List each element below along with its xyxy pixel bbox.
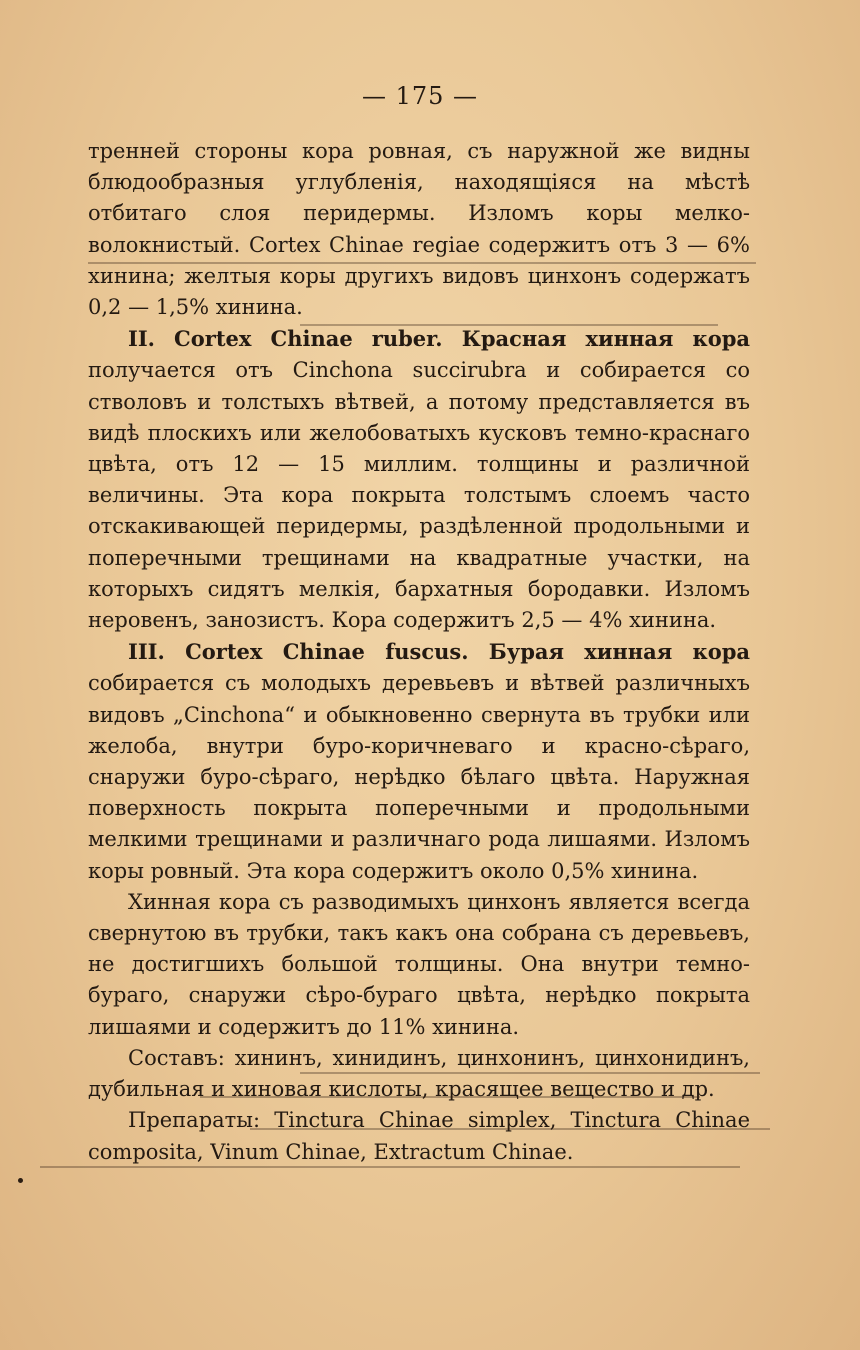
section-heading: II. Cortex Chinae ruber. Красная хинная кора — [128, 326, 750, 352]
pencil-underline — [250, 1128, 770, 1130]
paragraph — [88, 323, 750, 636]
text-run: тренней стороны кора ровная, съ наружной же видны блюдообразныя углубленія, находящіяся на мѣстѣ отбитаго слоя перидермы. Изломъ коры мелко-волокнистый. Cortex Chinae regiae содержитъ отъ 3 — 6% хинина; желтыя коры другихъ видовъ цинхонъ содержатъ 0,2 — 1,5% хинина. — [88, 139, 750, 320]
text-run: Препараты: Tinctura Chinae simplex, Tinctura Chinae composita, Vinum Chinae, Extractum Chinae. — [88, 1108, 750, 1164]
paragraph — [88, 887, 750, 1043]
ink-dot — [18, 1178, 23, 1183]
text-run: получается отъ Cinchona succirubra и собирается со стволовъ и толстыхъ вѣтвей, а потому представляется въ видѣ плоскихъ или желобоватыхъ кусковъ темно-краснаго цвѣта, отъ 12 — 15 миллим. толщины и различной величины. Эта кора покрыта толстымъ слоемъ часто отскакивающей перидермы, раздѣленной продольными и поперечными трещинами на квадратные участки, на которыхъ сидятъ мелкія, бархатныя бородавки. Изломъ неровенъ, занозистъ. Кора содержитъ 2,5 — 4% хинина. — [88, 358, 750, 633]
text-run: Хинная кора съ разводимыхъ цинхонъ является всегда свернутою въ трубки, такъ какъ она собрана съ деревьевъ, не достигшихъ большой толщины. Она внутри темно-бураго, снаружи сѣро-бураго цвѣта, нерѣдко покрыта лишаями и содержитъ до 11% хинина. — [88, 889, 750, 1039]
pencil-underline — [200, 1096, 700, 1098]
pencil-underline — [300, 1072, 760, 1074]
text-run: собирается съ молодыхъ деревьевъ и вѣтвей различныхъ видовъ „Cinchona“ и обыкновенно свернута въ трубки или желоба, внутри буро-коричневаго и красно-сѣраго, снаружи буро-сѣраго, нерѣдко бѣлаго цвѣта. Наружная поверхность покрыта поперечными и продольными мелкими трещинами и различнаго рода лишаями. Изломъ коры ровный. Эта кора содержитъ около 0,5% хинина. — [88, 671, 750, 883]
section-heading: III. Cortex Chinae fuscus. Бурая хинная кора — [128, 639, 750, 665]
text-run: Составъ: хининъ, хинидинъ, цинхонинъ, цинхонидинъ, дубильная и хиновая кислоты, красящее вещество и др. — [88, 1045, 750, 1102]
page-number: — 175 — — [361, 82, 479, 110]
paragraph — [88, 636, 750, 887]
pencil-underline — [40, 1166, 740, 1168]
pencil-underline — [300, 324, 718, 326]
paragraph — [88, 136, 750, 323]
body-text — [88, 136, 750, 1168]
pencil-underline — [88, 262, 756, 264]
paragraph — [88, 1105, 750, 1167]
